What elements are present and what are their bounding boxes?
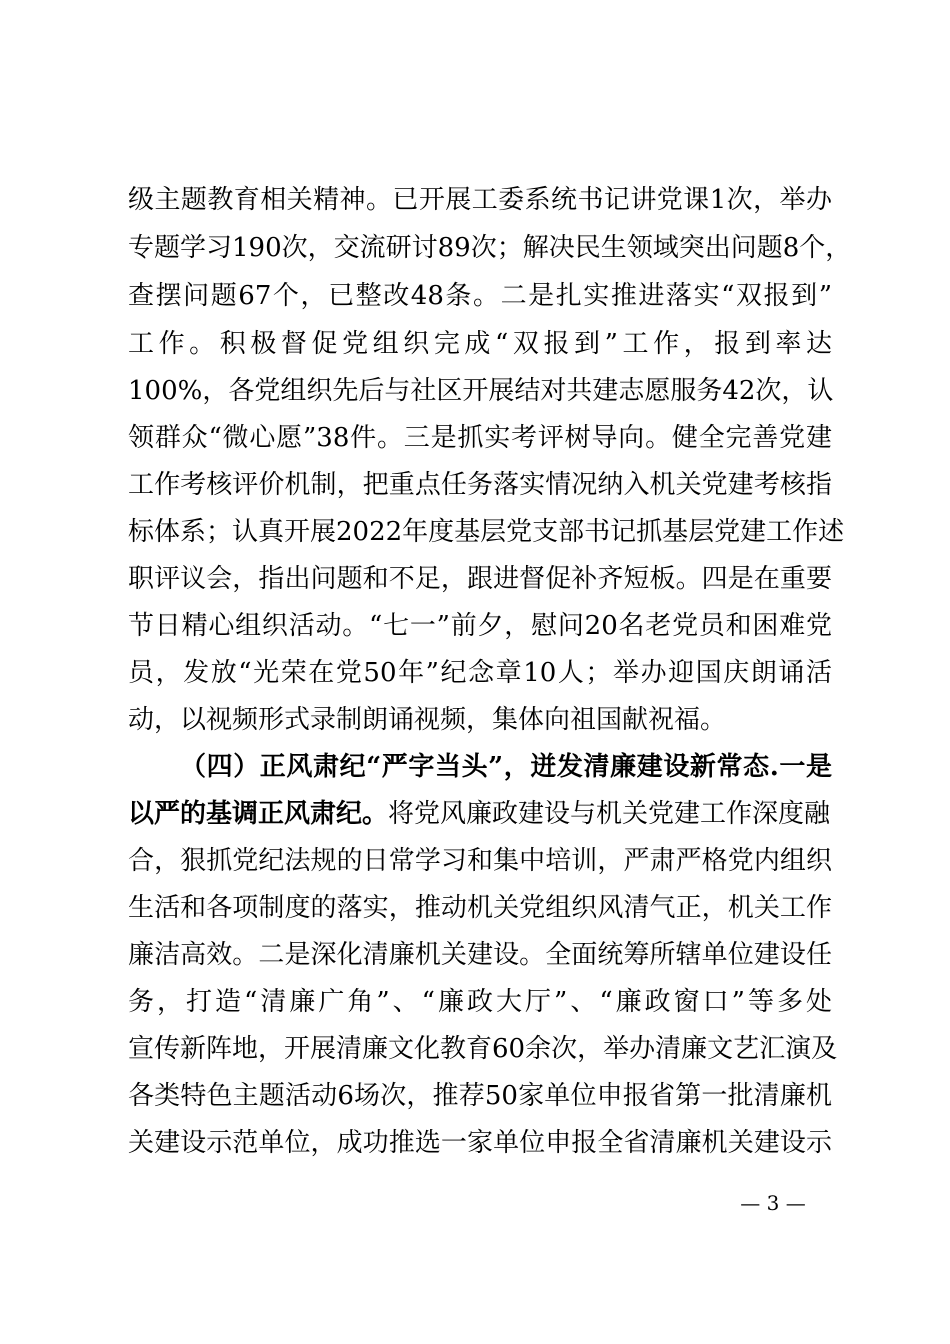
body-text-line: 生活和各项制度的落实，推动机关党组织风清气正，机关工作 bbox=[128, 893, 832, 923]
body-text-line: 职评议会，指出问题和不足，跟进督促补齐短板。四是在重要 bbox=[128, 564, 832, 594]
body-text-line: 专题学习190次，交流研讨89次；解决民生领域突出问题8个， bbox=[128, 233, 852, 263]
body-text-line: 工作考核评价机制，把重点任务落实情况纳入机关党建考核指 bbox=[128, 470, 832, 500]
section-heading-line: 以严的基调正风肃纪。 bbox=[128, 799, 389, 829]
body-text-line: 查摆问题67个，已整改48条。二是扎实推进落实“双报到” bbox=[128, 281, 832, 311]
body-text-line: 合，狠抓党纪法规的日常学习和集中培训，严肃严格党内组织 bbox=[128, 846, 832, 876]
body-text-line: 廉洁高效。二是深化清廉机关建设。全面统筹所辖单位建设任 bbox=[128, 940, 832, 970]
body-text-line: 各类特色主题活动6场次，推荐50家单位申报省第一批清廉机 bbox=[128, 1081, 832, 1111]
body-text-line: 关建设示范单位，成功推选一家单位申报全省清廉机关建设示 bbox=[128, 1128, 832, 1158]
body-text-line: 100%，各党组织先后与社区开展结对共建志愿服务42次，认 bbox=[128, 376, 834, 406]
body-text-line: 工作。积极督促党组织完成“双报到”工作，报到率达 bbox=[128, 329, 832, 359]
body-text-line: 务，打造“清廉广角”、“廉政大厅”、“廉政窗口”等多处 bbox=[128, 987, 832, 1017]
body-text-line: 宣传新阵地，开展清廉文化教育60余次，举办清廉文艺汇演及 bbox=[128, 1034, 838, 1064]
body-text-line: 员，发放“光荣在党50年”纪念章10人；举办迎国庆朗诵活 bbox=[128, 658, 832, 688]
section-heading-line: （四）正风肃纪“严字当头”，迸发清廉建设新常态.一是 bbox=[180, 752, 832, 782]
body-text-line: 领群众“微心愿”38件。三是抓实考评树导向。健全完善党建 bbox=[128, 423, 832, 453]
body-text-line: 动，以视频形式录制朗诵视频，集体向祖国献祝福。 bbox=[128, 705, 727, 735]
page-number: — 3 — bbox=[740, 1191, 806, 1215]
body-text-line: 标体系；认真开展2022年度基层党支部书记抓基层党建工作述 bbox=[128, 517, 845, 547]
body-text-segment: 将党风廉政建设与机关党建工作深度融 bbox=[388, 799, 831, 829]
body-text-line: 节日精心组织活动。“七一”前夕，慰问20名老党员和困难党 bbox=[128, 611, 832, 641]
body-text-line: 级主题教育相关精神。已开展工委系统书记讲党课1次，举办 bbox=[128, 185, 832, 215]
body-text-line bbox=[128, 794, 832, 834]
